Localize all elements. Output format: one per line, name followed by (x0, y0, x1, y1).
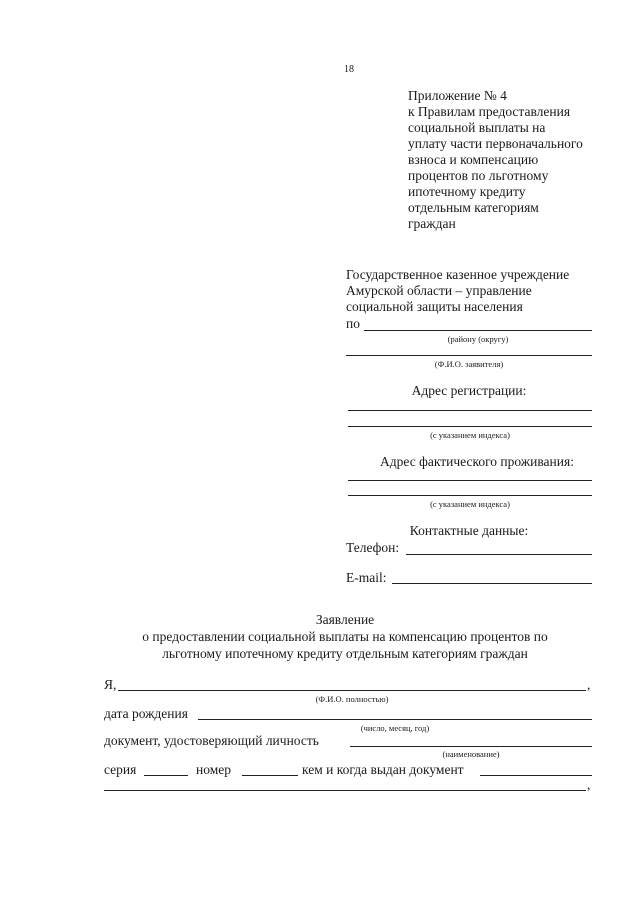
identity-document-label: документ, удостоверяющий личность (104, 733, 319, 748)
email-label: E-mail: (346, 570, 387, 585)
application-subtitle-line2: льготному ипотечному кредиту отдельным категориям граждан (162, 646, 528, 661)
phone-field[interactable] (406, 554, 592, 555)
page-number: 18 (344, 64, 354, 75)
registration-address-field-2[interactable] (348, 426, 592, 427)
registration-address-field[interactable] (348, 410, 592, 411)
appendix-line: граждан (408, 216, 456, 231)
appendix-line: к Правилам предоставления (408, 104, 571, 119)
appendix-line: ипотечному кредиту (408, 184, 526, 199)
applicant-name-field[interactable] (346, 355, 592, 356)
full-name-field[interactable] (118, 690, 586, 691)
registration-address-hint: (с указанием индекса) (430, 430, 510, 440)
issued-by-comma: , (587, 777, 591, 792)
identity-document-hint: (наименование) (442, 749, 500, 759)
district-hint: (району (округу) (447, 334, 509, 344)
full-name-hint: (Ф.И.О. полностью) (315, 694, 389, 704)
birth-date-label: дата рождения (104, 706, 188, 721)
full-name-comma: , (587, 677, 591, 692)
number-field[interactable] (242, 775, 298, 776)
agency-line: Амурской области – управление (346, 283, 532, 298)
appendix-line: Приложение № 4 (408, 88, 507, 103)
number-label: номер (196, 762, 232, 777)
district-field[interactable] (364, 330, 592, 331)
identity-document-field[interactable] (350, 746, 592, 747)
i-label: Я, (104, 677, 117, 692)
addressee-agency (346, 267, 569, 315)
issued-by-field-2[interactable] (104, 790, 586, 791)
appendix-line: уплату части первоначального (408, 136, 583, 151)
application-subtitle-line1: о предоставлении социальной выплаты на компенсацию процентов по (142, 629, 548, 644)
contacts-label: Контактные данные: (409, 523, 529, 538)
appendix-header (408, 88, 583, 232)
series-label: серия (104, 762, 137, 777)
applicant-name-hint: (Ф.И.О. заявителя) (434, 359, 504, 369)
series-field[interactable] (144, 775, 188, 776)
actual-address-hint: (с указанием индекса) (430, 499, 510, 509)
appendix-line: процентов по льготному (408, 168, 549, 183)
application-title: Заявление (315, 612, 375, 627)
actual-address-field-2[interactable] (348, 495, 592, 496)
po-label: по (346, 316, 360, 331)
appendix-line: отдельным категориям (408, 200, 539, 215)
appendix-line: взноса и компенсацию (408, 152, 539, 167)
email-field[interactable] (392, 583, 592, 584)
birth-date-field[interactable] (198, 719, 592, 720)
agency-line: социальной защиты населения (346, 299, 523, 314)
birth-date-hint: (число, месяц, год) (360, 723, 430, 733)
actual-address-field[interactable] (348, 480, 592, 481)
appendix-line: социальной выплаты на (408, 120, 546, 135)
issued-by-label: кем и когда выдан документ (302, 762, 464, 777)
agency-line: Государственное казенное учреждение (346, 267, 570, 282)
registration-address-label: Адрес регистрации: (411, 383, 527, 398)
phone-label: Телефон: (346, 540, 400, 555)
issued-by-field[interactable] (480, 775, 592, 776)
actual-address-label: Адрес фактического проживания: (380, 454, 574, 469)
